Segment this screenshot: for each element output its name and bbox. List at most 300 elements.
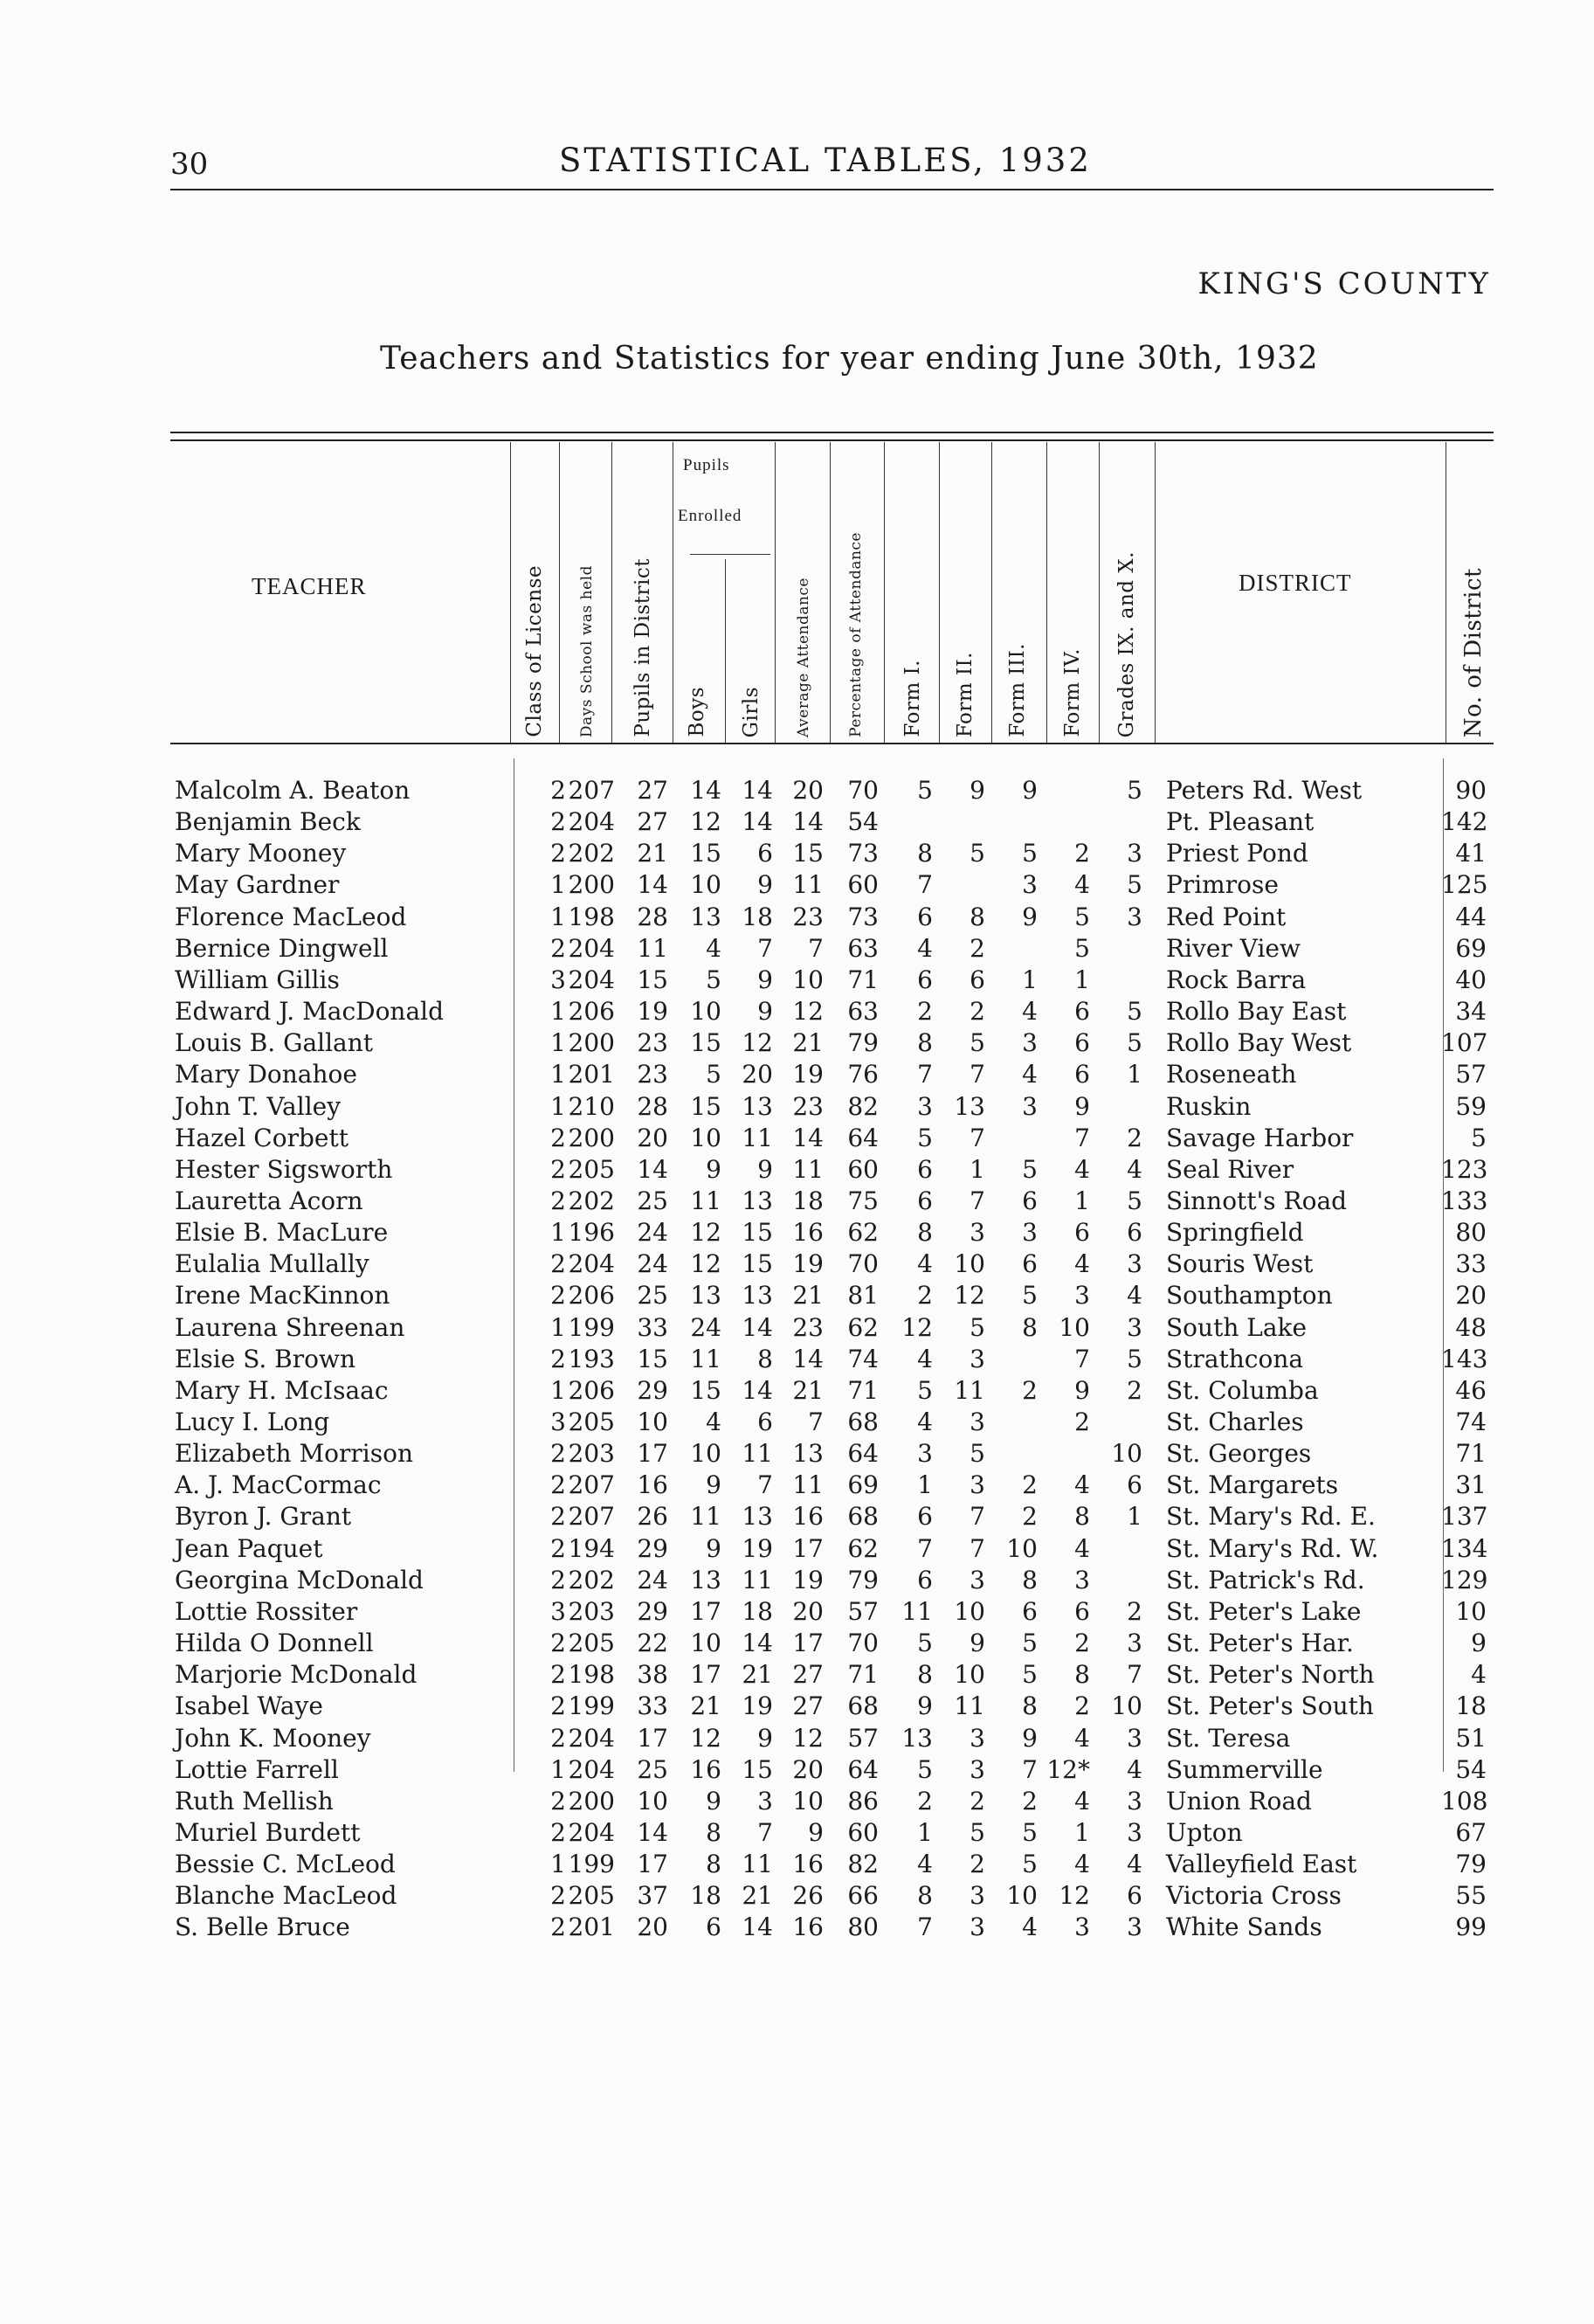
cell-avg: 23 xyxy=(792,902,824,931)
header-label-district-no: No. of District xyxy=(1460,567,1487,737)
cell-gr: 1 xyxy=(1127,1502,1142,1532)
cell-avg: 14 xyxy=(792,807,824,837)
cell-pupils: 25 xyxy=(637,1281,668,1311)
district-name: Priest Pond xyxy=(1166,839,1308,868)
cell-f1: 5 xyxy=(917,1629,933,1658)
cell-days: 206 xyxy=(568,997,615,1027)
header-separator xyxy=(510,442,511,743)
district-number: 46 xyxy=(1455,1375,1487,1405)
cell-gr: 5 xyxy=(1127,870,1142,900)
header-col-boys xyxy=(680,559,714,743)
header-label-grades: Grades IX. and X. xyxy=(1115,550,1138,737)
cell-f2: 2 xyxy=(970,1850,985,1879)
cell-f3: 2 xyxy=(1022,1470,1038,1500)
teacher-name: Lauretta Acorn xyxy=(175,1186,363,1215)
cell-girls: 7 xyxy=(757,1470,773,1500)
cell-avg: 21 xyxy=(792,1028,824,1058)
table-subtitle: Teachers and Statistics for year ending June 30th, 1932 xyxy=(380,341,1319,377)
header-label-pupils-in-district: Pupils in District xyxy=(631,558,654,737)
cell-cls: 2 xyxy=(550,1817,566,1847)
teacher-name: Lottie Farrell xyxy=(175,1754,339,1784)
teacher-name: Marjorie McDonald xyxy=(175,1660,417,1690)
cell-pupils: 22 xyxy=(637,1629,668,1658)
cell-avg: 14 xyxy=(792,1344,824,1373)
cell-f1: 2 xyxy=(917,1786,933,1816)
table-row xyxy=(0,1060,1594,1091)
cell-avg: 19 xyxy=(792,1565,824,1594)
cell-pct: 68 xyxy=(847,1408,879,1436)
cell-pupils: 24 xyxy=(637,1565,668,1594)
cell-pct: 76 xyxy=(847,1060,879,1089)
cell-days: 202 xyxy=(568,1565,615,1594)
teacher-name: Laurena Shreenan xyxy=(175,1312,405,1342)
cell-avg: 17 xyxy=(792,1629,824,1658)
cell-pct: 57 xyxy=(847,1596,879,1626)
cell-cls: 2 xyxy=(550,776,566,805)
cell-f2: 7 xyxy=(970,1533,985,1563)
cell-cls: 2 xyxy=(550,807,566,837)
cell-avg: 18 xyxy=(792,1186,824,1215)
cell-f2: 13 xyxy=(954,1091,985,1121)
cell-f2: 11 xyxy=(954,1375,985,1405)
cell-pct: 82 xyxy=(847,1850,879,1879)
cell-gr: 3 xyxy=(1127,839,1142,868)
cell-f1: 7 xyxy=(917,870,933,900)
cell-pupils: 20 xyxy=(637,1912,668,1942)
cell-girls: 13 xyxy=(742,1091,773,1121)
table-row xyxy=(0,1660,1594,1691)
cell-f4: 2 xyxy=(1074,1629,1090,1658)
cell-girls: 14 xyxy=(742,776,773,805)
cell-boys: 10 xyxy=(690,870,721,900)
cell-f1: 13 xyxy=(901,1723,933,1753)
cell-f3: 3 xyxy=(1022,870,1038,900)
cell-cls: 1 xyxy=(550,902,566,931)
cell-f4: 1 xyxy=(1074,1817,1090,1847)
district-name: St. Peter's North xyxy=(1166,1660,1375,1690)
teacher-name: Lottie Rossiter xyxy=(175,1596,358,1626)
cell-days: 207 xyxy=(568,1470,615,1500)
teacher-name: Bernice Dingwell xyxy=(175,933,389,963)
cell-f3: 7 xyxy=(1022,1754,1038,1784)
cell-f2: 10 xyxy=(954,1249,985,1279)
header-label-class-of-license: Class of License xyxy=(523,565,546,737)
cell-cls: 2 xyxy=(550,1629,566,1658)
district-number: 125 xyxy=(1441,870,1488,900)
cell-days: 207 xyxy=(568,1502,615,1532)
cell-gr: 3 xyxy=(1127,1629,1142,1658)
cell-pupils: 25 xyxy=(637,1186,668,1215)
district-number: 59 xyxy=(1455,1091,1487,1121)
cell-f4: 6 xyxy=(1074,1060,1090,1089)
table-row xyxy=(0,1881,1594,1912)
cell-girls: 9 xyxy=(757,1723,773,1753)
cell-f4: 5 xyxy=(1074,933,1090,963)
cell-cls: 1 xyxy=(550,1375,566,1405)
cell-boys: 8 xyxy=(706,1817,721,1847)
cell-boys: 12 xyxy=(690,1218,721,1248)
cell-f1: 12 xyxy=(901,1312,933,1342)
table-row xyxy=(0,1691,1594,1723)
table-row xyxy=(0,1376,1594,1408)
district-name: Savage Harbor xyxy=(1166,1123,1354,1152)
cell-cls: 1 xyxy=(550,1060,566,1089)
cell-avg: 20 xyxy=(792,1754,824,1784)
district-number: 4 xyxy=(1471,1660,1487,1690)
district-name: Ruskin xyxy=(1166,1091,1252,1121)
cell-days: 201 xyxy=(568,1912,615,1942)
cell-f4: 9 xyxy=(1074,1091,1090,1121)
cell-avg: 9 xyxy=(808,1817,824,1847)
district-number: 18 xyxy=(1455,1691,1487,1721)
cell-pct: 70 xyxy=(847,1249,879,1279)
cell-f1: 6 xyxy=(917,1502,933,1532)
cell-f4: 8 xyxy=(1074,1502,1090,1532)
cell-days: 205 xyxy=(568,1154,615,1184)
cell-f4: 4 xyxy=(1074,1786,1090,1816)
cell-f1: 3 xyxy=(917,1439,933,1469)
table-row xyxy=(0,1313,1594,1345)
cell-avg: 26 xyxy=(792,1881,824,1911)
cell-pupils: 11 xyxy=(637,933,668,963)
cell-girls: 19 xyxy=(742,1533,773,1563)
cell-pct: 60 xyxy=(847,870,879,900)
cell-boys: 15 xyxy=(690,1091,721,1121)
cell-f2: 5 xyxy=(970,839,985,868)
district-name: St. Margarets xyxy=(1166,1470,1339,1500)
district-name: Victoria Cross xyxy=(1166,1881,1342,1911)
header-col-form2 xyxy=(948,442,983,743)
cell-girls: 7 xyxy=(757,1817,773,1847)
cell-pupils: 28 xyxy=(637,902,668,931)
cell-avg: 12 xyxy=(792,1723,824,1753)
district-number: 133 xyxy=(1441,1186,1488,1215)
cell-avg: 23 xyxy=(792,1091,824,1121)
cell-girls: 18 xyxy=(742,902,773,931)
cell-pupils: 21 xyxy=(637,839,668,868)
cell-girls: 14 xyxy=(742,1629,773,1658)
cell-boys: 12 xyxy=(690,1249,721,1279)
district-number: 57 xyxy=(1455,1060,1487,1089)
cell-girls: 11 xyxy=(742,1565,773,1594)
cell-f1: 6 xyxy=(917,1186,933,1215)
cell-f2: 2 xyxy=(970,1786,985,1816)
cell-avg: 23 xyxy=(792,1312,824,1342)
cell-cls: 1 xyxy=(550,1312,566,1342)
cell-f4: 1 xyxy=(1074,1186,1090,1215)
cell-f1: 5 xyxy=(917,776,933,805)
cell-cls: 2 xyxy=(550,1881,566,1911)
cell-pct: 81 xyxy=(847,1281,879,1311)
cell-avg: 14 xyxy=(792,1123,824,1152)
cell-cls: 1 xyxy=(550,1850,566,1879)
header-label-form2: Form II. xyxy=(954,651,976,737)
cell-f1: 4 xyxy=(917,1408,933,1436)
cell-f4: 5 xyxy=(1074,902,1090,931)
table-row xyxy=(0,1724,1594,1755)
cell-pct: 79 xyxy=(847,1565,879,1594)
table-row xyxy=(0,1534,1594,1566)
district-number: 90 xyxy=(1455,776,1487,805)
cell-gr: 5 xyxy=(1127,997,1142,1027)
cell-boys: 13 xyxy=(690,902,721,931)
cell-gr: 6 xyxy=(1127,1470,1142,1500)
cell-gr: 3 xyxy=(1127,1912,1142,1942)
district-number: 44 xyxy=(1455,902,1487,931)
cell-girls: 18 xyxy=(742,1596,773,1626)
district-name: Springfield xyxy=(1166,1218,1304,1248)
header-label-form1: Form I. xyxy=(901,660,924,737)
header-label-percentage-attendance: Percentage of Attendance xyxy=(847,532,865,737)
cell-cls: 1 xyxy=(550,1218,566,1248)
cell-girls: 15 xyxy=(742,1754,773,1784)
district-name: Upton xyxy=(1166,1817,1243,1847)
cell-cls: 2 xyxy=(550,1912,566,1942)
cell-f2: 7 xyxy=(970,1186,985,1215)
cell-girls: 8 xyxy=(757,1344,773,1373)
header-label-form4: Form IV. xyxy=(1061,648,1084,737)
cell-f2: 3 xyxy=(970,1344,985,1373)
cell-pupils: 14 xyxy=(637,870,668,900)
cell-f4: 3 xyxy=(1074,1565,1090,1594)
teacher-name: Hazel Corbett xyxy=(175,1123,348,1152)
cell-boys: 5 xyxy=(706,1060,721,1089)
cell-pupils: 27 xyxy=(637,807,668,837)
cell-f1: 6 xyxy=(917,1565,933,1594)
cell-pct: 64 xyxy=(847,1123,879,1152)
cell-avg: 10 xyxy=(792,1786,824,1816)
cell-boys: 10 xyxy=(690,1629,721,1658)
teacher-name: Georgina McDonald xyxy=(175,1565,424,1594)
district-number: 54 xyxy=(1455,1754,1487,1784)
cell-days: 204 xyxy=(568,807,615,837)
district-name: Rollo Bay East xyxy=(1166,997,1347,1027)
cell-avg: 16 xyxy=(792,1912,824,1942)
cell-cls: 3 xyxy=(550,1596,566,1626)
cell-f4: 8 xyxy=(1074,1660,1090,1690)
cell-f1: 2 xyxy=(917,997,933,1027)
cell-girls: 12 xyxy=(742,1028,773,1058)
teacher-name: Mary Mooney xyxy=(175,839,347,868)
cell-f2: 5 xyxy=(970,1439,985,1469)
cell-days: 200 xyxy=(568,1123,615,1152)
header-label-form3: Form III. xyxy=(1006,643,1029,737)
cell-pct: 64 xyxy=(847,1754,879,1784)
cell-f1: 8 xyxy=(917,1881,933,1911)
cell-f3: 4 xyxy=(1022,997,1038,1027)
cell-f2: 7 xyxy=(970,1502,985,1532)
header-group-underline xyxy=(690,554,770,555)
district-name: St. Patrick's Rd. xyxy=(1166,1565,1365,1594)
header-separator xyxy=(991,442,992,743)
cell-gr: 3 xyxy=(1127,1723,1142,1753)
cell-pupils: 16 xyxy=(637,1470,668,1500)
cell-avg: 15 xyxy=(792,839,824,868)
cell-f4: 2 xyxy=(1074,1691,1090,1721)
cell-f1: 6 xyxy=(917,902,933,931)
cell-f4: 6 xyxy=(1074,1218,1090,1248)
header-separator xyxy=(830,442,831,743)
district-name: Valleyfield East xyxy=(1166,1850,1357,1879)
district-number: 67 xyxy=(1455,1817,1487,1847)
cell-pct: 75 xyxy=(847,1186,879,1215)
cell-girls: 9 xyxy=(757,965,773,994)
cell-girls: 20 xyxy=(742,1060,773,1089)
table-row xyxy=(0,839,1594,870)
cell-pct: 62 xyxy=(847,1312,879,1342)
header-col-district-no xyxy=(1454,442,1493,743)
district-number: 33 xyxy=(1455,1249,1487,1279)
teacher-name: Malcolm A. Beaton xyxy=(175,776,411,805)
cell-f4: 4 xyxy=(1074,1249,1090,1279)
cell-f4: 10 xyxy=(1059,1312,1090,1342)
table-row xyxy=(0,1186,1594,1218)
cell-pupils: 33 xyxy=(637,1691,668,1721)
cell-pct: 68 xyxy=(847,1691,879,1721)
district-name: Rollo Bay West xyxy=(1166,1028,1352,1058)
cell-days: 207 xyxy=(568,776,615,805)
table-row xyxy=(0,1155,1594,1186)
header-label-days-held: Days School was held xyxy=(578,564,596,737)
body-separator xyxy=(1443,758,1444,1772)
teacher-name: Edward J. MacDonald xyxy=(175,997,445,1027)
district-name: Pt. Pleasant xyxy=(1166,807,1315,837)
header-rule-bottom xyxy=(170,743,1494,744)
cell-f3: 9 xyxy=(1022,1723,1038,1753)
district-number: 107 xyxy=(1441,1028,1488,1058)
cell-f2: 11 xyxy=(954,1691,985,1721)
cell-days: 204 xyxy=(568,1817,615,1847)
cell-girls: 11 xyxy=(742,1850,773,1879)
cell-boys: 10 xyxy=(690,1123,721,1152)
cell-f1: 1 xyxy=(917,1470,933,1500)
teacher-name: Blanche MacLeod xyxy=(175,1881,397,1911)
cell-boys: 21 xyxy=(690,1691,721,1721)
cell-f4: 2 xyxy=(1074,839,1090,868)
teacher-name: Eulalia Mullally xyxy=(175,1249,369,1279)
cell-f4: 4 xyxy=(1074,1850,1090,1879)
teacher-name: Elizabeth Morrison xyxy=(175,1439,413,1469)
cell-boys: 18 xyxy=(690,1881,721,1911)
cell-f3: 5 xyxy=(1022,1154,1038,1184)
cell-pupils: 29 xyxy=(637,1596,668,1626)
cell-cls: 2 xyxy=(550,1470,566,1500)
cell-days: 204 xyxy=(568,1249,615,1279)
district-number: 48 xyxy=(1455,1312,1487,1342)
cell-days: 200 xyxy=(568,1028,615,1058)
district-name: Sinnott's Road xyxy=(1166,1186,1348,1215)
cell-boys: 15 xyxy=(690,839,721,868)
table-row xyxy=(0,1092,1594,1124)
running-head: STATISTICAL TABLES, 1932 xyxy=(559,142,1092,179)
cell-f4: 7 xyxy=(1074,1123,1090,1152)
cell-f1: 8 xyxy=(917,1660,933,1690)
page-number: 30 xyxy=(170,147,209,182)
cell-girls: 14 xyxy=(742,1375,773,1405)
teacher-name: Muriel Burdett xyxy=(175,1817,361,1847)
cell-cls: 2 xyxy=(550,1344,566,1373)
cell-cls: 1 xyxy=(550,870,566,900)
cell-f1: 4 xyxy=(917,933,933,963)
cell-pupils: 29 xyxy=(637,1375,668,1405)
cell-gr: 10 xyxy=(1111,1439,1142,1469)
cell-f2: 3 xyxy=(970,1881,985,1911)
teacher-name: Bessie C. McLeod xyxy=(175,1850,396,1879)
cell-f2: 5 xyxy=(970,1312,985,1342)
teacher-name: Hester Sigsworth xyxy=(175,1154,393,1184)
district-number: 34 xyxy=(1455,997,1487,1027)
table-row xyxy=(0,1249,1594,1281)
cell-days: 200 xyxy=(568,1786,615,1816)
cell-boys: 10 xyxy=(690,997,721,1027)
header-col-pupils-in-district xyxy=(625,442,660,743)
cell-girls: 6 xyxy=(757,1408,773,1436)
cell-girls: 21 xyxy=(742,1881,773,1911)
cell-f2: 3 xyxy=(970,1754,985,1784)
cell-boys: 9 xyxy=(706,1470,721,1500)
district-number: 55 xyxy=(1455,1881,1487,1911)
cell-f3: 3 xyxy=(1022,1091,1038,1121)
teacher-name: Mary Donahoe xyxy=(175,1060,357,1089)
header-col-percentage-attendance xyxy=(838,442,873,743)
cell-days: 193 xyxy=(568,1344,615,1373)
cell-pupils: 17 xyxy=(637,1723,668,1753)
cell-gr: 4 xyxy=(1127,1754,1142,1784)
cell-pupils: 10 xyxy=(637,1408,668,1436)
header-separator xyxy=(725,559,726,743)
cell-f3: 2 xyxy=(1022,1375,1038,1405)
teacher-name: Mary H. McIsaac xyxy=(175,1375,389,1405)
cell-f2: 3 xyxy=(970,1470,985,1500)
cell-avg: 27 xyxy=(792,1660,824,1690)
cell-f2: 10 xyxy=(954,1596,985,1626)
cell-pct: 70 xyxy=(847,1629,879,1658)
cell-f3: 5 xyxy=(1022,1850,1038,1879)
header-separator xyxy=(884,442,885,743)
teacher-name: Benjamin Beck xyxy=(175,807,361,837)
teacher-name: Byron J. Grant xyxy=(175,1502,352,1532)
cell-f3: 1 xyxy=(1022,965,1038,994)
district-number: 134 xyxy=(1441,1533,1488,1563)
district-number: 71 xyxy=(1455,1439,1487,1469)
cell-avg: 19 xyxy=(792,1249,824,1279)
cell-cls: 2 xyxy=(550,1691,566,1721)
cell-girls: 7 xyxy=(757,933,773,963)
cell-days: 204 xyxy=(568,1754,615,1784)
cell-gr: 5 xyxy=(1127,1344,1142,1373)
cell-avg: 12 xyxy=(792,997,824,1027)
cell-days: 199 xyxy=(568,1850,615,1879)
cell-pct: 62 xyxy=(847,1218,879,1248)
table-row xyxy=(0,997,1594,1028)
teacher-name: A. J. MacCormac xyxy=(175,1470,382,1500)
cell-pupils: 38 xyxy=(637,1660,668,1690)
cell-f2: 5 xyxy=(970,1028,985,1058)
cell-gr: 5 xyxy=(1127,1186,1142,1215)
cell-avg: 7 xyxy=(808,933,824,963)
header-separator xyxy=(559,442,560,743)
cell-pupils: 33 xyxy=(637,1312,668,1342)
cell-pct: 74 xyxy=(847,1344,879,1373)
header-separator xyxy=(1099,442,1100,743)
cell-f1: 5 xyxy=(917,1375,933,1405)
cell-f3: 8 xyxy=(1022,1312,1038,1342)
cell-pupils: 28 xyxy=(637,1091,668,1121)
cell-f3: 8 xyxy=(1022,1565,1038,1594)
cell-gr: 5 xyxy=(1127,1028,1142,1058)
cell-f2: 3 xyxy=(970,1912,985,1942)
cell-gr: 4 xyxy=(1127,1281,1142,1311)
